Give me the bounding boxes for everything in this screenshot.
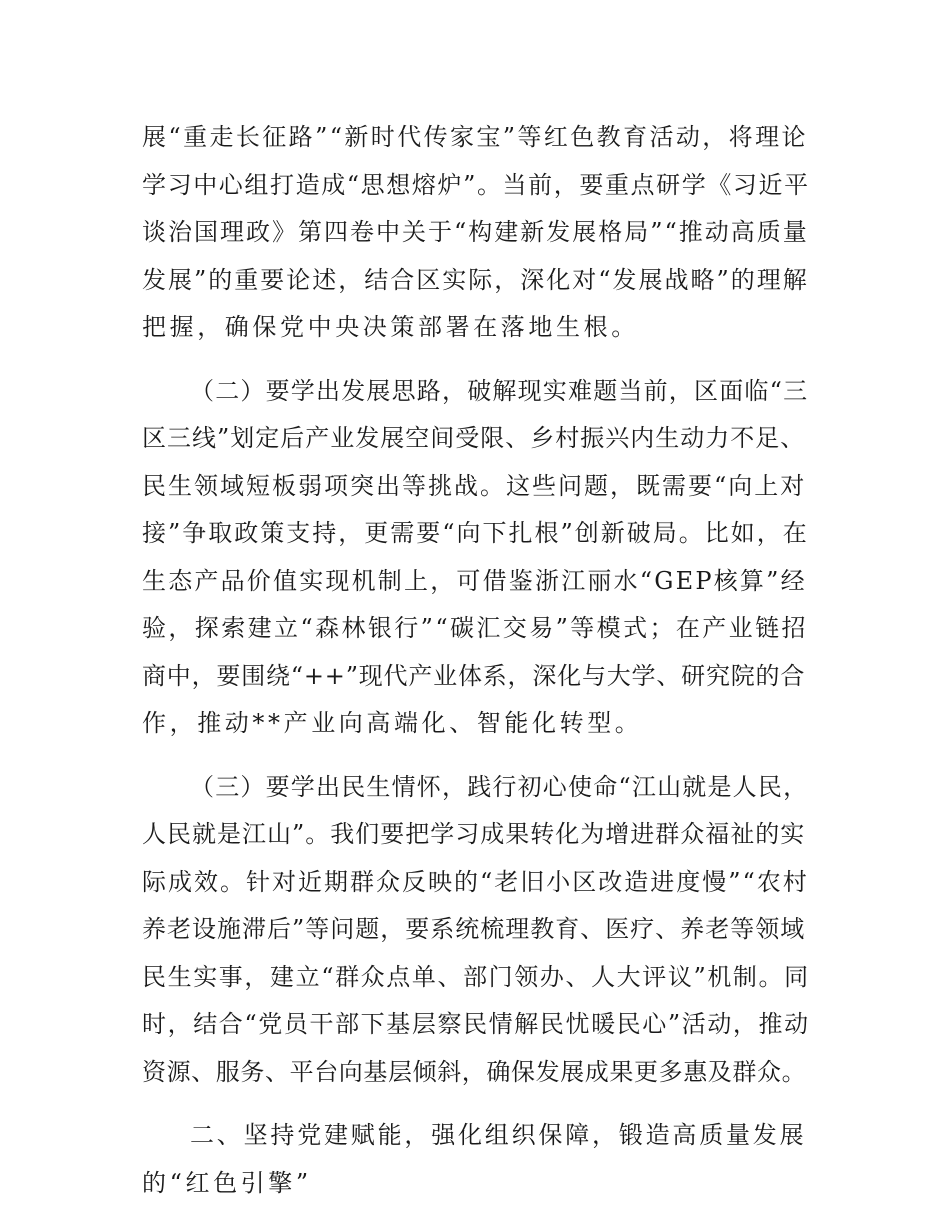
paragraph-line: 人民就是江山”。我们要把学习成果转化为增进群众福祉的实 bbox=[142, 820, 806, 848]
paragraph-line: 学习中心组打造成“思想熔炉”。当前，要重点研学《习近平 bbox=[142, 170, 810, 199]
paragraph-line: 把握，确保党中央决策部署在落地生根。 bbox=[142, 313, 639, 341]
paragraph-line: 作，推动**产业向高端化、智能化转型。 bbox=[142, 709, 643, 737]
paragraph-1 bbox=[142, 114, 810, 352]
paragraph-line: 发展”的重要论述，结合区实际，深化对“发展战略”的理解 bbox=[142, 265, 809, 294]
paragraph-line: 养老设施滞后”等问题，要系统梳理教育、医疗、养老等领域 bbox=[142, 915, 806, 943]
paragraph-line: 资源、服务、平台向基层倾斜，确保发展成果更多惠及群众。 bbox=[142, 1057, 807, 1086]
paragraph-line: 接”争取政策支持，更需要“向下扎根”创新破局。比如，在 bbox=[142, 519, 809, 547]
paragraph-line: 际成效。针对近期群众反映的“老旧小区改造进度慢”“农村 bbox=[142, 867, 809, 896]
paragraph-line: 民生领域短板弱项突出等挑战。这些问题，既需要“向上对 bbox=[142, 471, 807, 500]
document-body bbox=[142, 114, 810, 1207]
section-heading-2 bbox=[142, 1112, 810, 1207]
paragraph-gap bbox=[142, 1096, 810, 1112]
paragraph-line: 验，探索建立“森林银行”“碳汇交易”等模式；在产业链招 bbox=[142, 614, 808, 642]
section-heading-line: 的“红色引擎” bbox=[142, 1168, 312, 1197]
subheading-line: （二）要学出发展思路，破解现实难题当前，区面临“三 bbox=[190, 376, 809, 405]
paragraph-gap bbox=[142, 748, 810, 764]
subheading-line: （三）要学出民生情怀，践行初心使命“江山就是人民， bbox=[190, 772, 809, 801]
section-heading-line: 二、坚持党建赋能，强化组织保障，锻造高质量发展 bbox=[190, 1121, 807, 1149]
paragraph-line: 展“重走长征路”“新时代传家宝”等红色教育活动，将理论 bbox=[142, 123, 808, 151]
paragraph-line: 谈治国理政》第四卷中关于“构建新发展格局”“推动高质量 bbox=[142, 218, 809, 246]
paragraph-line: 时，结合“党员干部下基层察民情解民忧暖民心”活动，推动 bbox=[142, 1010, 810, 1038]
paragraph-line: 民生实事，建立“群众点单、部门领办、人大评议”机制。同 bbox=[142, 962, 810, 991]
paragraph-line: 商中，要围绕“++”现代产业体系，深化与大学、研究院的合 bbox=[142, 661, 806, 690]
paragraph-3 bbox=[142, 764, 810, 1097]
paragraph-line: 区三线”划定后产业发展空间受限、乡村振兴内生动力不足、 bbox=[142, 424, 806, 452]
paragraph-gap bbox=[142, 352, 810, 368]
paragraph-2 bbox=[142, 368, 810, 748]
paragraph-line: 生态产品价值实现机制上，可借鉴浙江丽水“GEP核算”经 bbox=[142, 566, 807, 595]
